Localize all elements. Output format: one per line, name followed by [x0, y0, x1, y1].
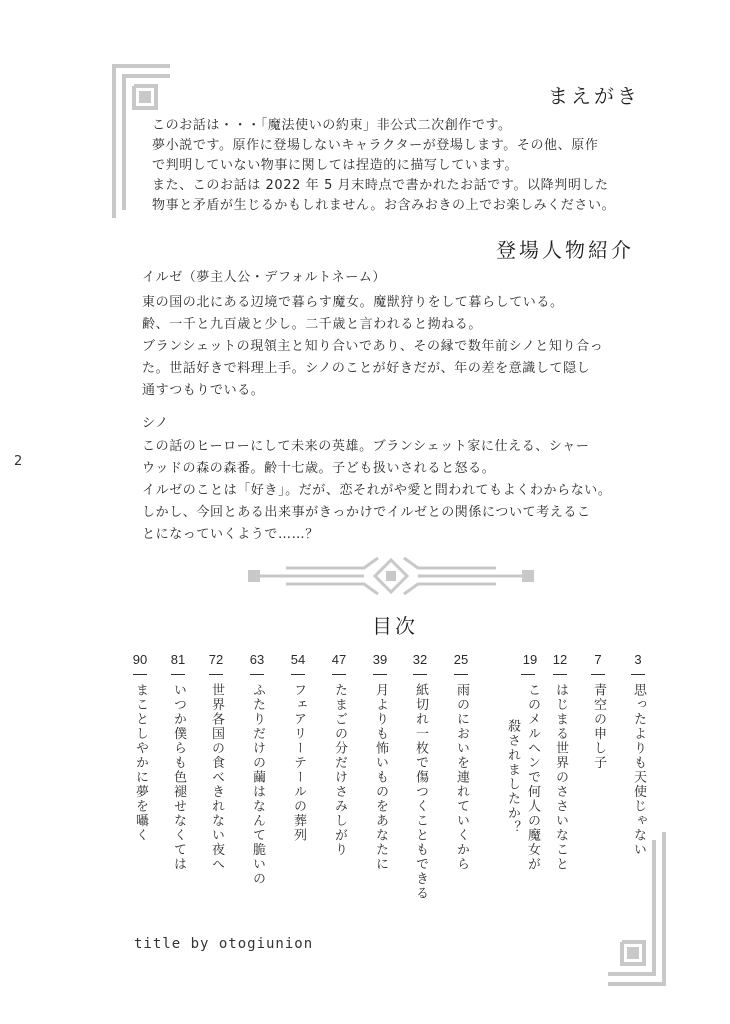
foreword-line: 夢小説です。原作に登場しないキャラクターが登場します。その他、原作 — [152, 138, 599, 153]
toc-entry[interactable] — [447, 650, 475, 872]
character-line: しかし、今回とある出来事がきっかけでイルゼとの関係について考えるこ — [142, 505, 591, 520]
toc-entry[interactable] — [284, 650, 312, 843]
toc-title: 世界各国の食べきれない夜へ — [209, 683, 224, 872]
foreword-body — [152, 116, 615, 216]
toc-dash — [373, 674, 387, 675]
character-line: ブランシェットの現領主と知り合いであり、その縁で数年前シノと知り合っ — [142, 339, 604, 354]
toc-heading: 目次 — [372, 614, 418, 638]
toc-page-number: 12 — [552, 652, 568, 667]
foreword-line: で判明していない物事に関しては捏造的に描写しています。 — [152, 158, 519, 173]
toc-title: たまごの分だけさみしがり — [332, 683, 347, 857]
page-number: 2 — [14, 454, 23, 469]
toc-page-number: 3 — [634, 652, 642, 667]
toc-entry[interactable] — [243, 650, 271, 886]
characters-heading: 登場人物紹介 — [496, 238, 634, 262]
toc-title: ふたりだけの繭はなんて脆いの — [250, 683, 265, 886]
toc-entry[interactable] — [546, 650, 574, 872]
toc-title: このメルヘンで何人の魔女が — [525, 683, 540, 872]
toc-dash — [631, 674, 645, 675]
character-line: ウッドの森の森番。齢十七歳。子ども扱いされると怒る。 — [142, 461, 496, 476]
character-line: イルゼのことは「好き」。だが、恋それがや愛と問われてもよくわからない。 — [142, 483, 612, 498]
divider-ornament — [246, 556, 536, 596]
toc-title: はじまる世界のささいなこと — [553, 683, 568, 872]
toc-page-number: 7 — [594, 652, 602, 667]
toc-page-number: 54 — [290, 652, 306, 667]
toc-entry[interactable] — [406, 650, 434, 901]
character-line: 齢、一千と九百歳と少し。二千歳と言われると拗ねる。 — [142, 317, 483, 332]
character-line: た。世話好きで料理上手。シノのことが好きだが、年の差を意識して隠し — [142, 361, 591, 376]
character-description-ilze — [142, 292, 603, 402]
toc-dash — [250, 674, 264, 675]
toc-dash — [209, 674, 223, 675]
foreword-line: このお話は・・・「魔法使いの約束」非公式二次創作です。 — [152, 118, 512, 133]
toc-entry[interactable] — [366, 650, 394, 872]
toc-entry[interactable] — [164, 650, 192, 872]
toc-dash — [332, 674, 346, 675]
toc-dash — [521, 674, 535, 675]
toc-page-number: 81 — [170, 652, 186, 667]
toc-title: フェアリーテールの葬列 — [291, 683, 306, 843]
toc-entry[interactable] — [325, 650, 353, 857]
toc-entry[interactable] — [624, 650, 652, 857]
toc-page-number: 72 — [208, 652, 224, 667]
toc-dash — [133, 674, 147, 675]
toc-page-number: 47 — [331, 652, 347, 667]
toc-page-number: 19 — [522, 652, 538, 667]
character-line: 東の国の北にある辺境で暮らす魔女。魔獣狩りをして暮らしている。 — [142, 295, 564, 310]
toc-page-number: 39 — [372, 652, 388, 667]
toc-page-number: 63 — [249, 652, 265, 667]
toc-page-number: 25 — [453, 652, 469, 667]
toc-entry[interactable] — [202, 650, 230, 872]
toc-dash — [413, 674, 427, 675]
toc-title: 月よりも怖いものをあなたに — [373, 683, 388, 872]
foreword-line: また、このお話は 2022 年 5 月末時点で書かれたお話です。以降判明した — [152, 178, 609, 193]
toc-entry[interactable] — [500, 650, 544, 872]
toc-title: 紙切れ一枚で傷つくこともできる — [413, 683, 428, 901]
toc-entry[interactable] — [126, 650, 154, 843]
toc-title: まことしやかに夢を囁く — [133, 683, 148, 843]
corner-ornament-bottom-right — [600, 830, 670, 990]
character-description-shino — [142, 436, 612, 546]
toc-entry[interactable] — [584, 650, 612, 770]
toc-title: いつか僕らも色褪せなくては — [171, 683, 186, 872]
foreword-heading: まえがき — [548, 84, 640, 108]
toc-dash — [591, 674, 605, 675]
toc-dash — [553, 674, 567, 675]
character-line: この話のヒーローにして未来の英雄。ブランシェット家に仕える、シャー — [142, 439, 590, 454]
character-line: とになっていくようで……？ — [142, 527, 319, 542]
toc-page-number: 32 — [412, 652, 428, 667]
toc-dash — [171, 674, 185, 675]
toc-title: 殺されましたか？ — [505, 719, 520, 836]
character-name-shino: シノ — [142, 416, 169, 431]
toc-title: 青空の申し子 — [591, 683, 606, 770]
character-name-ilze: イルゼ（夢主人公・デフォルトネーム） — [142, 270, 387, 285]
toc-title: 雨のにおいを連れていくから — [454, 683, 469, 872]
toc-title: 思ったよりも天使じゃない — [631, 683, 646, 857]
toc-title-group — [500, 683, 544, 872]
foreword-line: 物事と矛盾が生じるかもしれません。お含みおきの上でお楽しみください。 — [152, 198, 616, 213]
toc-page-number: 90 — [132, 652, 148, 667]
title-credit: title by otogiunion — [134, 936, 314, 952]
toc-dash — [291, 674, 305, 675]
character-line: 通すつもりでいる。 — [142, 383, 265, 398]
toc-dash — [454, 674, 468, 675]
